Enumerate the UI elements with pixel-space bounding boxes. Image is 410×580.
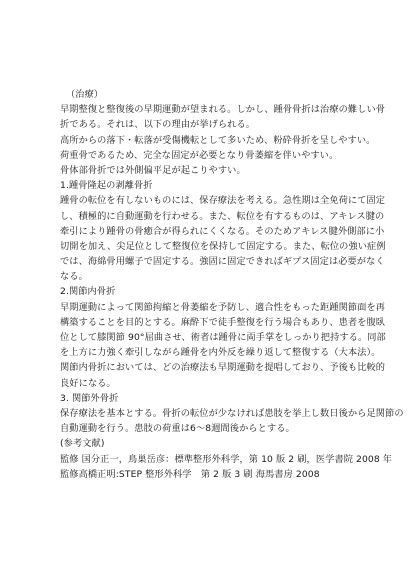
reference-entry: 監修高橋正明:STEP 整形外科学 第 2 版 3 刷 海馬書房 2008 (60, 468, 320, 480)
section-line: 踵骨の転位を有しないものには、保存療法を考える。急性期は全免荷にて固定 (60, 195, 386, 207)
intro-line: 荷重骨であるため、完全な固定が必要となり骨萎縮を伴いやすい。 (60, 149, 339, 161)
document-body (60, 87, 404, 482)
section-3 (60, 391, 404, 437)
section-line: し、積極的に自動運動を行わせる。また、転位を有するものは、アキレス腱の (60, 210, 385, 222)
section-line: では、海綿骨用螺子で固定する。強固に固定できればギプス固定は必要がなく (60, 256, 385, 268)
section-line: なる。 (60, 271, 88, 283)
section-line: 位として膝関節 90°屈曲させ、術者は踵骨に両手掌をしっかり把持する。同部 (60, 332, 386, 343)
intro-line: 早期整復と整復後の早期運動が望まれる。しかし、踵骨骨折は治療の難しい骨 (60, 104, 386, 116)
section-line: 早期運動によって関節拘縮と骨萎縮を予防し、適合性をもった距踵関節面を再 (60, 301, 386, 313)
intro-paragraph (60, 102, 386, 178)
section-line: 関節内骨折においては、どの治療法も早期運動を提唱しており、予後も比較的 (60, 362, 386, 374)
section-heading: （治療） (66, 89, 104, 100)
section-2 (60, 284, 386, 390)
intro-line: 折である。それは、以下の理由が挙げられる。 (60, 119, 256, 131)
reference-entry: 監修 国分正一，鳥巣岳彦：標準整形外科学，第 10 版 2 刷，医学書院 2008 年 (60, 453, 393, 465)
section-title: 1.踵骨隆起の剥離骨折 (60, 180, 153, 192)
references (60, 436, 393, 482)
intro-line: 高所からの落下・転落が受傷機転として多いため、粉砕骨折を呈しやすい。 (60, 134, 376, 146)
section-line: 構築することを目的とする。麻酔下で徒手整復を行う場合もあり、患者を腹臥 (60, 316, 386, 328)
section-line: を上方に力強く牽引しながら踵骨を内外反を繰り返して整復する（大本法）。 (60, 347, 381, 359)
section-line: 良好になる。 (60, 377, 116, 389)
section-1 (60, 178, 386, 284)
section-line: 切開を加え、尖足位として整復位を保持して固定する。また、転位の強い症例 (60, 240, 386, 252)
section-title: 3. 関節外骨折 (60, 392, 119, 404)
section-title: 2.関節内骨折 (60, 286, 116, 298)
section-line: 牽引により踵骨の骨癒合が得られにくくなる。そのためアキレス腱外側部に小 (60, 225, 385, 237)
intro-line: 骨体部骨折では外側偏平足が起こりやすい。 (60, 164, 246, 176)
section-line: 保存療法を基本とする。骨折の転位が少なければ患肢を挙上し数日後から足関節の (60, 407, 404, 419)
section-line: 自動運動を行う。患肢の荷重は6～8週間後からとする。 (60, 423, 295, 435)
references-heading: (参考文献) (60, 438, 105, 450)
